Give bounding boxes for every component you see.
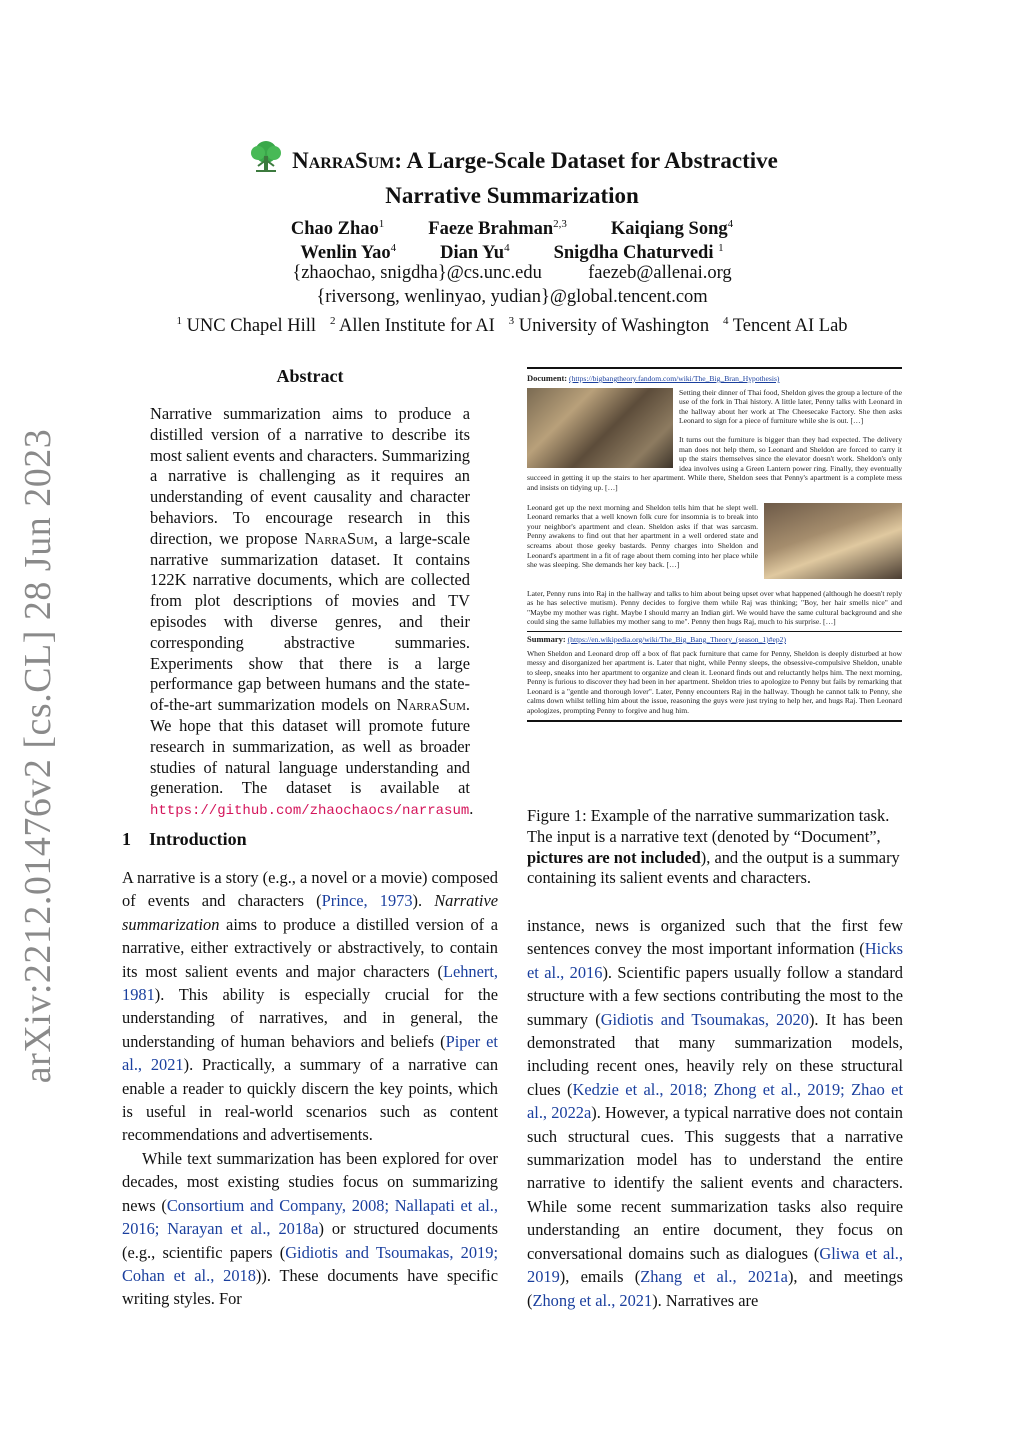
- summary-header: Summary: (https://en.wikipedia.org/wiki/The_Big_Bang_Theory_(season_1)#ep2): [527, 633, 786, 644]
- figure-mid-rule: [527, 631, 902, 632]
- paragraph: A narrative is a story (e.g., a novel or a movie) composed of events and characters (Prince, 1973). Narrative summarization aims to produce a distilled version of a narrative, either extractively or abstractively, to contain its most salient events and major characters (Lehnert, 1981). This ability is especially crucial for the understanding of narratives, and in general, the understanding of human behaviors and beliefs (Piper et al., 2021). Practically, a summary of a narrative can enable a reader to quickly discern the key points, which is useful in real-world scenarios such as content recommendations and advertisements.: [122, 868, 499, 1145]
- paragraph: While text summarization has been explored for over decades, most existing studies focus on summarizing news (Consortium and Company, 2008; Nallapati et al., 2016; Narayan et al., 2018a) or structured documents (e.g., scientific papers (Gidiotis and Tsoumakas, 2019; Cohan et al., 2018)). These documents have specific writing styles. For: [122, 1148, 498, 1309]
- author-name: Chao Zhao: [290, 219, 379, 240]
- tree-logo-icon: [246, 140, 286, 181]
- title-dataset-name: NarraSum: [292, 148, 395, 173]
- dataset-link[interactable]: https://github.com/zhaochaocs/narrasum: [150, 803, 470, 820]
- citation-link[interactable]: Lehnert, 1981: [122, 961, 498, 1005]
- author-name: Dian Yu: [440, 243, 505, 264]
- figure-bottom-rule: [527, 720, 902, 722]
- document-block-2: Leonard get up the next morning and Sheldon tells him that he slept well. Leonard remarks that a well known folk cure for insomnia is to break into your neighbor's apartment and clean. Sheldon asks if that was sarcasm. Penny awakens to find out that her apartment in a well ordered state and screams about those geeky bastards. Penny charges into Sheldon and Leonard's apartment in a fit of rage about them coming into her place while she was sleeping. She demands her key back. […]: [527, 503, 902, 581]
- document-block-1: Setting their dinner of Thai food, Sheldon gives the group a lecture of the use of the fork in Thai history. A little later, Penny talks with Leonard in the hallway about her work at The Cheesecake Factory. She then asks Leonard to sign for a piece of furniture while she is out. […] It turns out the furniture is bigger than they had expected. The delivery man does not help them, so Leonard and Sheldon are forced to carry it up the stairs themselves since the elevator doesn't work. Sheldon's only idea involves using a Green Lantern power ring. Finally, they eventually succeed in getting it up the stairs to her apartment. While there, Sheldon sees that Penny's apartment is a complete mess and insists on tidying up. […]: [527, 387, 902, 492]
- citation-link[interactable]: Zhong et al., 2021: [532, 1290, 653, 1310]
- abstract-body: Narrative summarization aims to produce a distilled version of a narrative to describe its most salient events and characters. Summarizing a narrative is challenging as it requires an understanding of event causality and character behaviors. To encourage research in this direction, we propose NarraSum, a large-scale narrative summarization dataset. It contains 122K narrative documents, which are collected from plot descriptions of movies and TV episodes with diverse genres, and their corresponding abstractive summaries. Experiments show that there is a large performance gap between humans and the state-of-the-art summarization models on NarraSum. We hope that this dataset will promote future research in summarization, as well as broader studies of natural language understanding and generation. The dataset is available at https://github.com/zhaochaocs/narrasum.: [150, 404, 474, 820]
- affiliation: Allen Institute for AI: [339, 316, 495, 337]
- arxiv-id: arXiv:2212.01476v2 [cs.CL] 28 Jun 2023: [17, 428, 59, 1084]
- email-row-1: [150, 261, 874, 285]
- scene-photo: [527, 388, 673, 468]
- summary-source-link[interactable]: (https://en.wikipedia.org/wiki/The_Big_Bang_Theory_(season_1)#ep2): [567, 634, 786, 644]
- title-line1: : A Large-Scale Dataset for Abstractive: [394, 148, 778, 173]
- author-email: faezeb@allenai.org: [588, 263, 732, 283]
- citation-link[interactable]: Zhang et al., 2021a: [640, 1267, 788, 1287]
- title-line2: Narrative Summarization: [385, 183, 639, 208]
- author-email: {riversong, wenlinyao, yudian}@global.tencent.com: [316, 287, 708, 307]
- summary-text: When Sheldon and Leonard drop off a box of flat pack furniture that came for Penny, Sheldon is deeply disturbed at how messy and disorganized her apartment is. Later that night, while Penny sleeps, the obsessive-compulsive Sheldon, unable to sleep, sneaks into her apartment to organize and clean it. Leonard finds out and reluctantly helps him. The next morning, Penny is furious to discover they had been in her apartment. Sheldon tries to apologize to Penny but fails by remarking that Leonard is a "gentle and thorough lover". Later, Penny encounters Raj in the hallway. Though he cannot talk to Penny, she calms down whilst telling him about the issue, reasoning the guys were just trying to help her, and hugs Raj. Then Leonard apologizes, prompting Penny to forgive and hug him.: [527, 648, 902, 716]
- email-row-2: [150, 285, 874, 309]
- citation-link[interactable]: Consortium and Company, 2008; Nallapati et al., 2016; Narayan et al., 2018a: [122, 1195, 498, 1239]
- intro-body: [122, 866, 498, 1311]
- document-header: Document: (https://bigbangtheory.fandom.com/wiki/The_Big_Bran_Hypothesis): [527, 373, 780, 383]
- author-name: Faeze Brahman: [428, 219, 554, 240]
- figure-1: Document: (https://bigbangtheory.fandom.com/wiki/The_Big_Bran_Hypothesis) Setting their dinner of Thai food, Sheldon gives the group a lecture of the use of the fork in Thai history. A little later, Penny talks with Leonard in the hallway about her work at The Cheesecake Factory. She then asks Leonard to sign for a piece of furniture while she is out. […] It turns out the furniture is bigger than they had expected. The delivery man does not help them, so Leonard and Sheldon are forced to carry it up the stairs themselves since the elevator doesn't work. Sheldon's only idea involves using a Green Lantern power ring. Finally, they eventually succeed in getting it up the stairs to her apartment. While there, Sheldon sees that Penny's apartment is a complete mess and insists on tidying up. […] Leonard get up the next morning and Sheldon tells him that he slept well. Leonard remarks that a well known folk cure for insomnia is to break into your neighbor's apartment and clean. Sheldon asks if that was sarcasm. Penny awakens to find out that her apartment in a well ordered state and screams about those geeky bastards. Penny charges into Sheldon and Leonard's apartment in a fit of rage about them coming into her place while she was sleeping. She demands her key back. […] Later, Penny runs into Raj in the hallway and talks to him about being upset over what happened (although he doesn't reply as he has selective mutism). Penny decides to forgive them while Raj was thinking; "Boy, her hair smells nice" and "Maybe my mother was right. Maybe I should marry an Indian girl. We would have the same cultural background and she could sing the same lullabies my mother sang to me". Penny then hugs Raj, much to his surprise. […] Summary: (https://en.wikipedia.org/wiki/The_Big_Bang_Theory_(season_1)#ep2) When Sheldon and Leonard drop off a box of flat pack furniture that came for Penny, Sheldon is deeply disturbed at how messy and disorganized her apartment is. Later that night, while Penny sleeps, the obsessive-compulsive Sheldon, unable to sleep, sneaks into her apartment to organize and clean it. Leonard finds out and reluctantly helps him. The next morning, Penny is furious to discover they had been in her apartment. Sheldon tries to apologize to Penny but fails by remarking that Leonard is a "gentle and thorough lover". Later, Penny encounters Raj in the hallway. Though he cannot talk to Penny, she calms down whilst telling him about the issue, reasoning the guys were just trying to help her, and hugs Raj. Then Leonard apologizes, prompting Penny to forgive and hug him.: [527, 367, 902, 722]
- author-name: Wenlin Yao: [300, 243, 391, 264]
- citation-link[interactable]: Piper et al., 2021: [122, 1031, 498, 1075]
- figure-top-rule: [527, 367, 902, 369]
- citation-link[interactable]: Hicks et al., 2016: [527, 939, 903, 982]
- paper-title: [150, 140, 874, 210]
- affiliation: Tencent AI Lab: [732, 316, 848, 337]
- author-row-2: Wenlin Yao$^4$ Dian Yu$^4$ Snigdha Chaturvedi $^1$: [300, 242, 724, 264]
- author-name: Kaiqiang Song: [610, 219, 728, 240]
- citation-link[interactable]: Gidiotis and Tsoumakas, 2020: [600, 1009, 809, 1029]
- arxiv-stamp: [8, 428, 68, 1084]
- affiliations: $^1$ UNC Chapel Hill $^2$ Allen Institute for AI $^3$ University of Washington $^4$ Tencent AI Lab: [176, 315, 848, 337]
- citation-link[interactable]: Prince, 1973: [321, 891, 413, 911]
- author-row-1: Chao Zhao$^1$ Faeze Brahman$^{2,3}$ Kaiqiang Song$^4$: [290, 218, 734, 240]
- citation-link[interactable]: Gidiotis and Tsoumakas, 2019; Cohan et al., 2018: [122, 1242, 498, 1285]
- citation-link[interactable]: Gliwa et al., 2019: [527, 1243, 903, 1287]
- right-column-body: instance, news is organized such that the first few sentences convey the most important information (Hicks et al., 2016). Scientific papers usually follow a standard structure with a few sections contributing the most to the summary (Gidiotis and Tsoumakas, 2020). It has been demonstrated that many summarization models, including recent ones, heavily rely on these structural clues (Kedzie et al., 2018; Zhong et al., 2019; Zhao et al., 2022a). However, a typical narrative does not contain such structural cues. This suggests that a narrative summarization model has to understand the entire narrative to identify the salient events and characters. While some recent summarization tasks also require understanding an entire document, they focus on conversational domains such as dialogues (Gliwa et al., 2019), emails (Zhang et al., 2021a), and meetings (Zhong et al., 2021). Narratives are: [527, 916, 904, 1310]
- affiliation: UNC Chapel Hill: [186, 316, 317, 337]
- figure-caption: Figure 1: Example of the narrative summarization task. The input is a narrative text (denoted by “Document”, pictures are not included), and the output is a summary containing its salient events and characters.: [527, 806, 900, 888]
- affiliation: University of Washington: [518, 316, 710, 337]
- abstract-heading: Abstract: [276, 366, 344, 386]
- author-name: Snigdha Chaturvedi: [553, 243, 714, 264]
- author-email: {zhaochao, snigdha}@cs.unc.edu: [292, 263, 542, 283]
- scene-photo: [764, 503, 902, 579]
- document-source-link[interactable]: (https://bigbangtheory.fandom.com/wiki/The_Big_Bran_Hypothesis): [569, 374, 780, 383]
- citation-link[interactable]: Kedzie et al., 2018; Zhong et al., 2019; Zhao et al., 2022a: [527, 1079, 903, 1123]
- section-heading: 1 Introduction: [122, 829, 247, 849]
